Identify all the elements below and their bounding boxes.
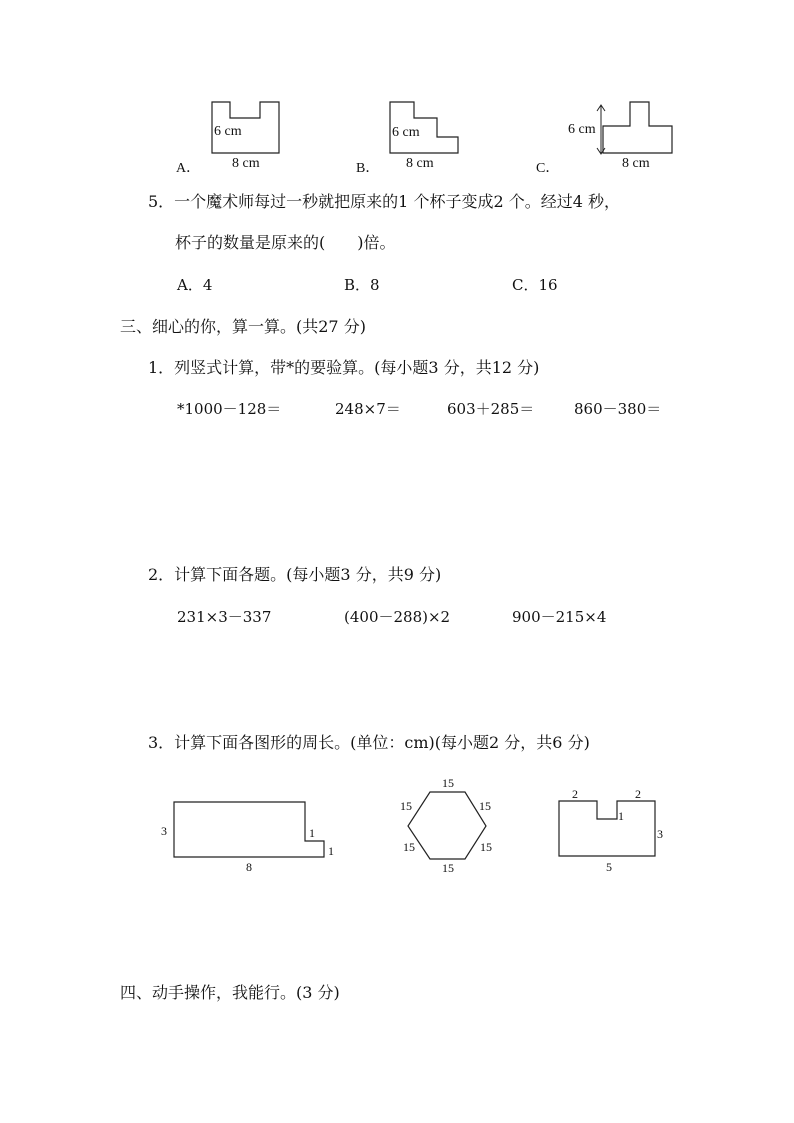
q1-item-1: *1000－128＝ — [177, 400, 282, 418]
hexagon-side-top-left: 15 — [400, 799, 412, 813]
hexagon-side-top: 15 — [442, 776, 454, 790]
option-a-height-label: 6 cm — [214, 124, 242, 139]
option-c-width-label: 8 cm — [622, 156, 650, 171]
section3-q1-title: 1．列竖式计算，带*的要验算。(每小题3 分，共12 分) — [148, 358, 540, 377]
option-c-height-label: 6 cm — [568, 122, 596, 137]
q5-line1: 5．一个魔术师每过一秒就把原来的1 个杯子变成2 个。经过4 秒， — [148, 192, 620, 211]
option-c-letter: C． — [536, 161, 560, 176]
fig3-top-right-label: 2 — [635, 787, 641, 801]
section4-title: 四、动手操作，我能行。(3 分) — [120, 983, 340, 1002]
option-c-figure — [530, 96, 680, 176]
q5-option-c: C．16 — [512, 276, 558, 294]
fig1-left-label: 3 — [161, 824, 167, 838]
hexagon-side-top-right: 15 — [479, 799, 491, 813]
q1-item-4: 860－380＝ — [574, 400, 662, 418]
hexagon-side-bottom: 15 — [442, 861, 454, 875]
option-b-figure — [350, 96, 480, 176]
option-a-width-label: 8 cm — [232, 156, 260, 171]
q1-item-3: 603＋285＝ — [447, 400, 535, 418]
q1-item-2: 248×7＝ — [335, 400, 401, 418]
q2-item-1: 231×3－337 — [177, 608, 272, 626]
hexagon-side-bottom-left: 15 — [403, 840, 415, 854]
fig1-step-label: 1 — [309, 826, 315, 840]
q5-option-a: A．4 — [177, 276, 213, 294]
fig3-top-left-label: 2 — [572, 787, 578, 801]
option-b-width-label: 8 cm — [406, 156, 434, 171]
fig1-bottom-step-label: 1 — [328, 844, 334, 858]
fig3-bottom-label: 5 — [606, 860, 612, 874]
fig3-right-label: 3 — [657, 827, 663, 841]
q2-item-3: 900－215×4 — [512, 608, 607, 626]
option-b-height-label: 6 cm — [392, 125, 420, 140]
perimeter-figure-hexagon — [390, 770, 510, 880]
fig1-bottom-label: 8 — [246, 860, 252, 874]
q5-line2: 杯子的数量是原来的( )倍。 — [175, 233, 396, 252]
option-b-letter: B． — [356, 161, 380, 176]
fig3-notch-label: 1 — [618, 809, 624, 823]
q2-item-2: (400－288)×2 — [344, 608, 451, 626]
perimeter-figure-1 — [155, 792, 355, 882]
section3-q3-title: 3．计算下面各图形的周长。(单位：cm)(每小题2 分，共6 分) — [148, 733, 590, 752]
section3-title: 三、细心的你，算一算。(共27 分) — [120, 317, 366, 336]
option-a-letter: A． — [176, 161, 201, 176]
option-a-figure — [170, 96, 300, 176]
perimeter-figure-3 — [540, 782, 680, 882]
hexagon-side-bottom-right: 15 — [480, 840, 492, 854]
section3-q2-title: 2．计算下面各题。(每小题3 分，共9 分) — [148, 565, 442, 584]
q5-option-b: B．8 — [344, 276, 380, 294]
